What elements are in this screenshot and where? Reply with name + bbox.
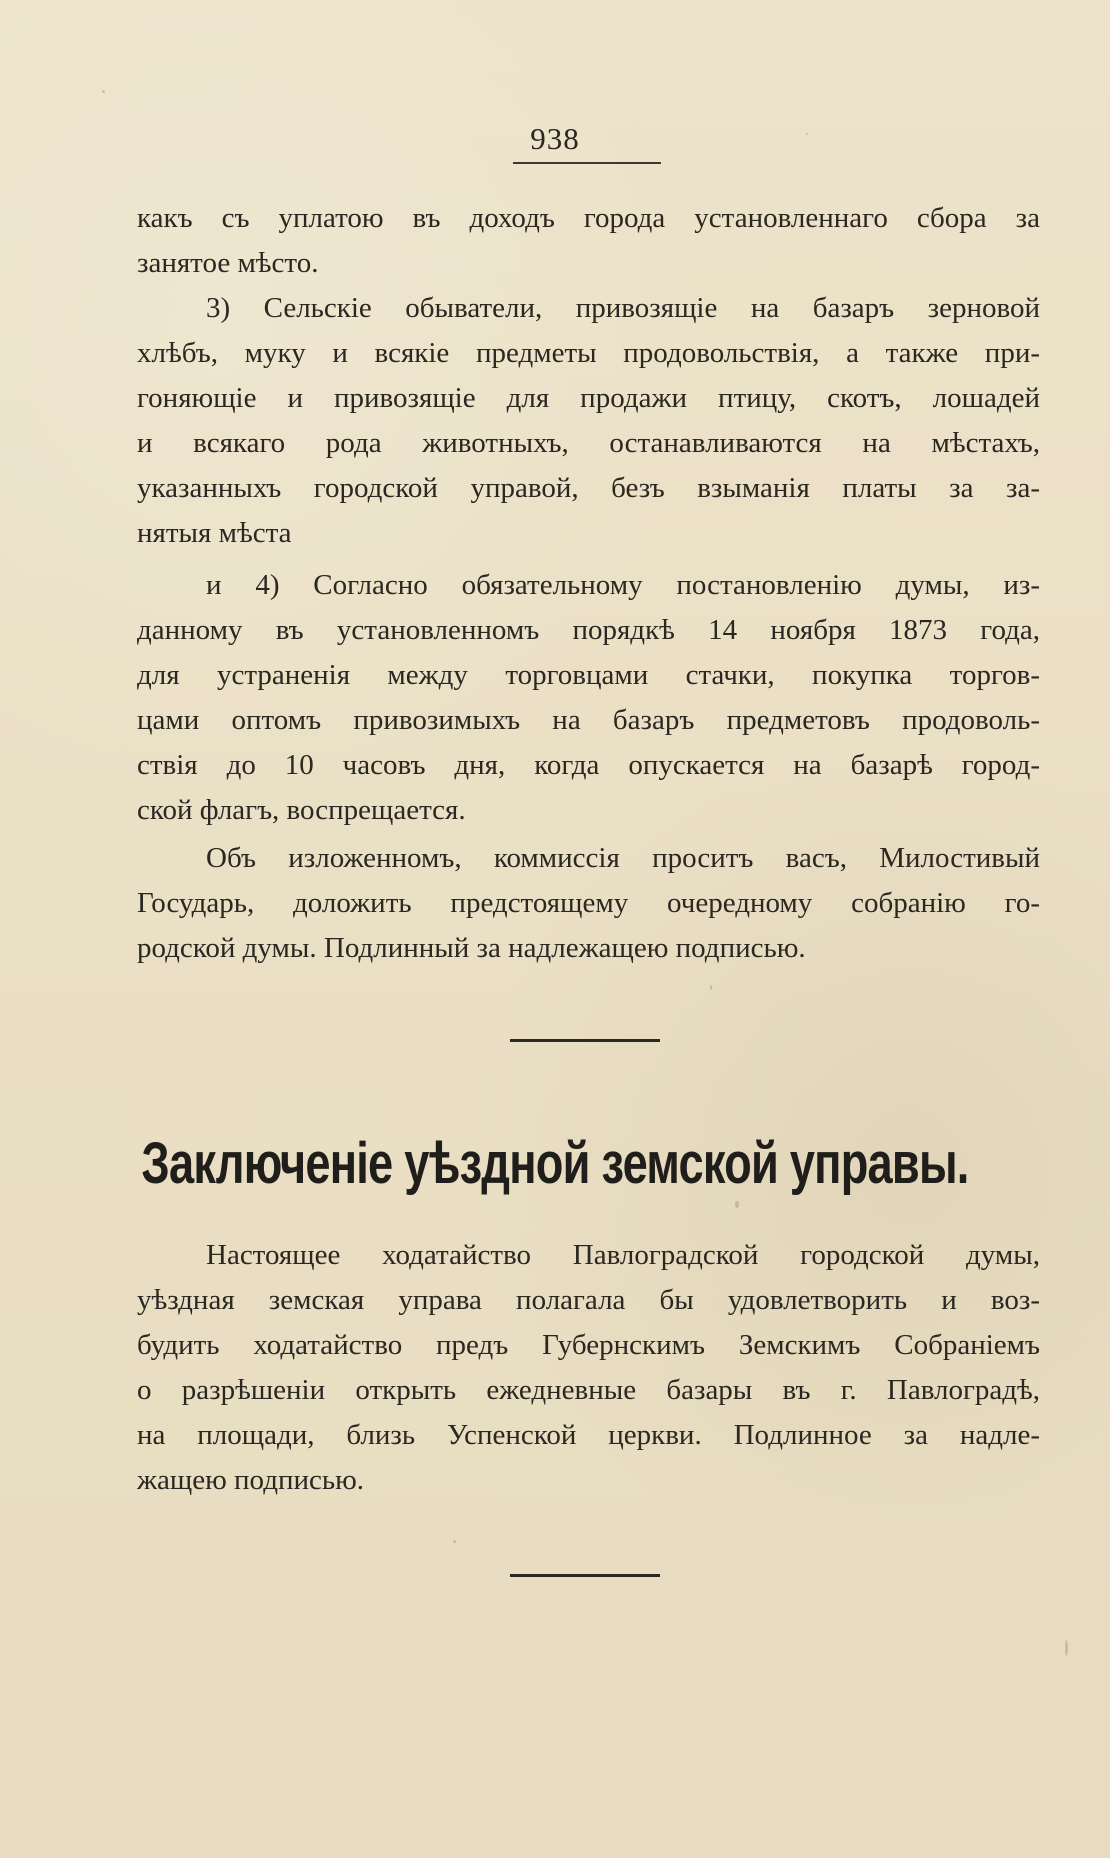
- text-line: хлѣбъ, муку и всякіе предметы продовольствія, а также при-: [137, 337, 1040, 369]
- text-line: нятыя мѣста: [137, 517, 292, 549]
- text-line: уѣздная земская управа полагала бы удовлетворить и воз-: [137, 1284, 1040, 1316]
- text-line: родской думы. Подлинный за надлежащею подписью.: [137, 932, 806, 964]
- paper-speck: [1065, 1640, 1068, 1656]
- page-number: 938: [530, 121, 580, 156]
- text-line: 3) Сельскіе обыватели, привозящіе на базаръ зерновой: [206, 292, 1040, 324]
- text-line: и всякаго рода животныхъ, останавливаются на мѣстахъ,: [137, 427, 1040, 459]
- text-line: ствія до 10 часовъ дня, когда опускается на базарѣ город-: [137, 749, 1040, 781]
- text-line: Настоящее ходатайство Павлоградской городской думы,: [206, 1239, 1040, 1271]
- text-line: будить ходатайство предъ Губернскимъ Земскимъ Собраніемъ: [137, 1329, 1040, 1361]
- text-line: Объ изложенномъ, коммиссія проситъ васъ, Милостивый: [206, 842, 1040, 874]
- text-line: какъ съ уплатою въ доходъ города установленнаго сбора за: [137, 202, 1040, 234]
- text-line: цами оптомъ привозимыхъ на базаръ предметовъ продоволь-: [137, 704, 1040, 736]
- text-line: для устраненія между торговцами стачки, покупка торгов-: [137, 659, 1040, 691]
- text-line: гоняющіе и привозящіе для продажи птицу, скотъ, лошадей: [137, 382, 1040, 414]
- section-divider: [510, 1039, 660, 1042]
- text-line: о разрѣшеніи открыть ежедневные базары въ г. Павлоградѣ,: [137, 1374, 1040, 1406]
- text-line: на площади, близь Успенской церкви. Подлинное за надле-: [137, 1419, 1040, 1451]
- paper-speck: [710, 985, 712, 990]
- text-line: ской флагъ, воспрещается.: [137, 794, 466, 826]
- text-line: и 4) Согласно обязательному постановленію думы, из-: [206, 569, 1040, 601]
- text-line: данному въ установленномъ порядкѣ 14 ноября 1873 года,: [137, 614, 1040, 646]
- text-line: указанныхъ городской управой, безъ взыманія платы за за-: [137, 472, 1040, 504]
- paper-speck: [453, 1540, 456, 1543]
- paper-speck: [102, 90, 105, 93]
- section-heading: Заключеніе уѣздной земской управы.: [141, 1131, 969, 1196]
- paper-speck: [735, 1201, 739, 1208]
- text-line: занятое мѣсто.: [137, 247, 319, 279]
- end-divider: [510, 1574, 660, 1577]
- page-number-rule: [513, 162, 661, 164]
- text-line: жащею подписью.: [137, 1464, 365, 1496]
- text-line: Государь, доложить предстоящему очередному собранію го-: [137, 887, 1040, 919]
